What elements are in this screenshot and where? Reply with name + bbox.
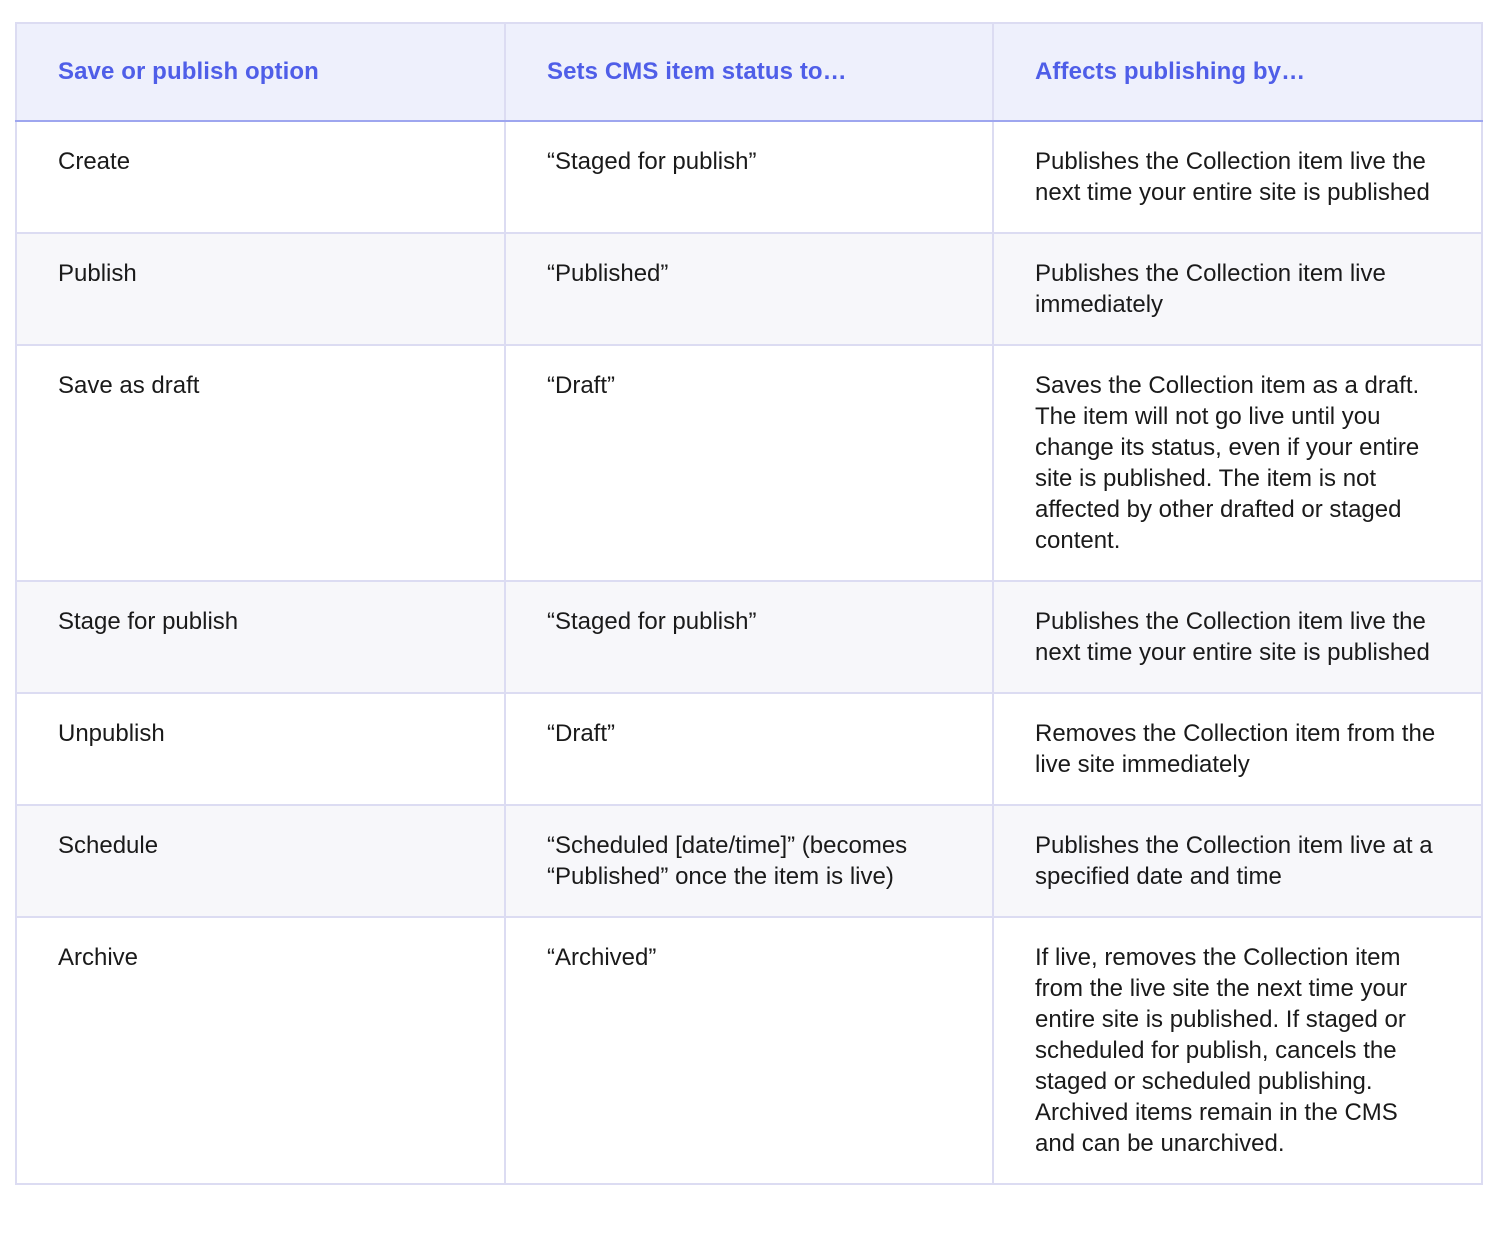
cell-effect: Saves the Collection item as a draft. The item will not go live until you change its status, even if your entire site is published. The item is not affected by other drafted or staged content. (993, 345, 1482, 581)
cell-status: “Staged for publish” (505, 581, 993, 693)
header-sets-cms-item-status: Sets CMS item status to… (505, 23, 993, 121)
publishing-options-table (15, 22, 1483, 1185)
table-row (16, 345, 1482, 581)
publishing-options-table-container (15, 22, 1481, 1185)
cell-status: “Archived” (505, 917, 993, 1184)
table-header-row (16, 23, 1482, 121)
cell-option: Publish (16, 233, 505, 345)
header-save-or-publish-option: Save or publish option (16, 23, 505, 121)
table-body (16, 121, 1482, 1184)
cell-option: Create (16, 121, 505, 233)
cell-effect: Publishes the Collection item live the next time your entire site is published (993, 581, 1482, 693)
cell-option: Schedule (16, 805, 505, 917)
cell-status: “Draft” (505, 345, 993, 581)
cell-option: Archive (16, 917, 505, 1184)
table-row (16, 121, 1482, 233)
cell-status: “Published” (505, 233, 993, 345)
cell-effect: Removes the Collection item from the live site immediately (993, 693, 1482, 805)
table-row (16, 693, 1482, 805)
cell-effect: Publishes the Collection item live the next time your entire site is published (993, 121, 1482, 233)
header-affects-publishing: Affects publishing by… (993, 23, 1482, 121)
cell-effect: Publishes the Collection item live at a specified date and time (993, 805, 1482, 917)
cell-status: “Scheduled [date/time]” (becomes “Published” once the item is live) (505, 805, 993, 917)
cell-option: Stage for publish (16, 581, 505, 693)
cell-effect: Publishes the Collection item live immediately (993, 233, 1482, 345)
table-row (16, 917, 1482, 1184)
table-header (16, 23, 1482, 121)
table-row (16, 233, 1482, 345)
table-row (16, 581, 1482, 693)
cell-status: “Draft” (505, 693, 993, 805)
table-row (16, 805, 1482, 917)
cell-option: Unpublish (16, 693, 505, 805)
cell-effect: If live, removes the Collection item from the live site the next time your entire site is published. If staged or scheduled for publish, cancels the staged or scheduled publishing. Archived items remain in the CMS and can be unarchived. (1035, 944, 1408, 1157)
cell-option: Save as draft (16, 345, 505, 581)
cell-status: “Staged for publish” (505, 121, 993, 233)
